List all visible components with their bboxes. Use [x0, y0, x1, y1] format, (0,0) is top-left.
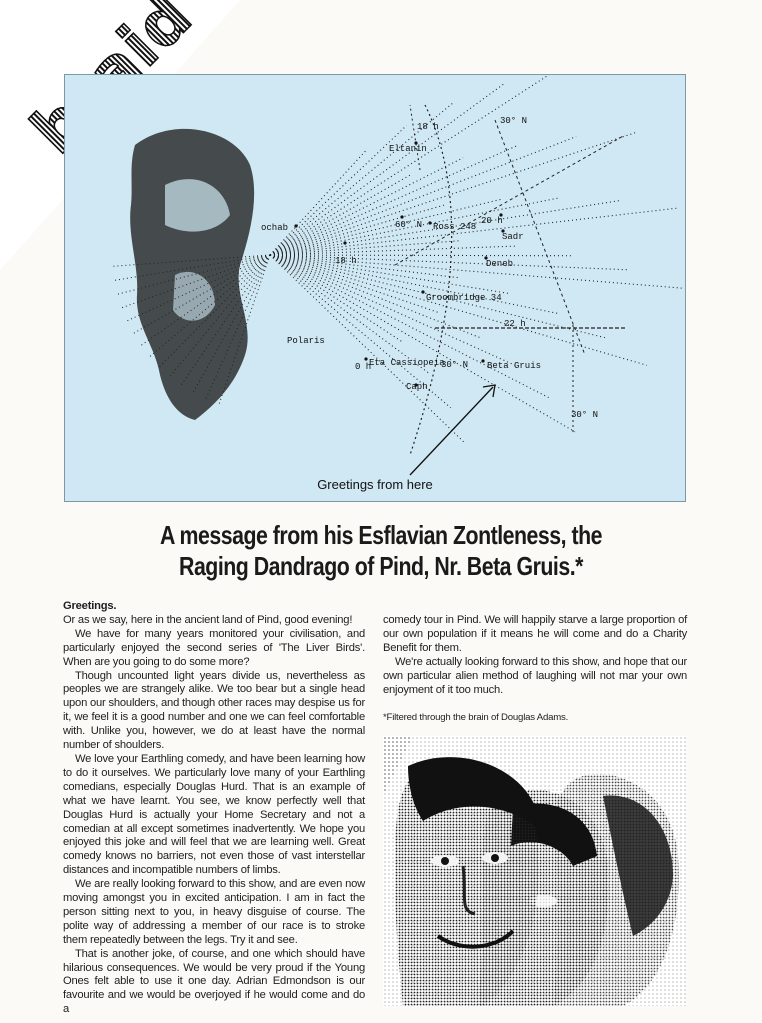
star-ray	[270, 132, 637, 255]
star-ray	[270, 246, 518, 255]
grid-line	[410, 105, 420, 170]
article-right-column	[383, 614, 687, 725]
star-dot	[294, 224, 297, 227]
photo-graphic	[383, 736, 686, 1006]
headline-line-1: A message from his Esflavian Zontleness, the	[159, 520, 603, 550]
grid-line	[395, 135, 625, 265]
article-paragraph: We have for many years monitored your civilisation, and particularly enjoyed the second series of 'The Liver Birds'. When are you going to do some more?	[63, 627, 365, 668]
label-groombridge: Groombridge 34	[426, 293, 502, 303]
label-30n-bottom: 30° N	[571, 410, 599, 420]
label-sadr: Sadr	[502, 232, 524, 242]
star-ray	[270, 255, 430, 374]
article-paragraph: We're actually looking forward to this show, and hope that our own particular alien method of laughing will not mar your own enjoyment of it too much.	[383, 655, 687, 696]
footnote: *Filtered through the brain of Douglas Adams.	[383, 712, 569, 724]
label-30n-top: 30° N	[500, 116, 528, 126]
article-paragraph: We are really looking forward to this show, and are even now moving amongst you in excited anticipation. I am in fact the person sitting next to you, in heavy disguise of course. The polite way of addressing a member of our race is to stroke them repeatedly between the legs. Try it and see.	[63, 878, 365, 946]
article-paragraph: comedy tour in Pind. We will happily starve a large proportion of our own population if it means he will come and do a Charity Benefit for them.	[383, 614, 687, 654]
star-dot	[364, 357, 367, 360]
article-paragraph: That is another joke, of course, and one which should have hilarious consequences. We would be very proud if the Young Ones felt able to use it one day. Adrian Edmondson is our favourite and we would be overjoyed if he would come and do a	[63, 947, 365, 1016]
star-dot	[400, 215, 403, 218]
halftone-photo	[383, 736, 686, 1006]
star-ray	[270, 255, 574, 256]
label-30n-mid: 30° N	[441, 360, 469, 370]
star-ray	[270, 145, 518, 255]
article-paragraph: Or as we say, here in the ancient land of Pind, good evening!	[63, 613, 353, 626]
star-dot	[481, 359, 484, 362]
label-60n: 60° N	[395, 220, 423, 230]
pointer-arrow	[410, 387, 493, 475]
star-ray	[270, 255, 517, 366]
star-ray	[270, 137, 576, 255]
article-subheading: Greetings.	[63, 600, 117, 612]
label-18h-top: 18 h	[417, 122, 439, 132]
star-map-graphic	[65, 75, 686, 502]
star-ray	[270, 241, 461, 255]
star-ray	[270, 255, 510, 294]
label-ochab: ochab	[261, 223, 289, 233]
label-caph: Caph	[406, 382, 428, 392]
article-paragraph: Though uncounted light years divide us, nevertheless as peoples we are strangely alike. We too bear but a single head upon our shoulders, and though other races may despise us for it, we feel it is a good number and one we can feel comfortable with. Unlike you, however, we do at least have the normal number of shoulders.	[63, 669, 365, 752]
star-ray	[270, 255, 629, 270]
star-ray	[270, 255, 647, 365]
label-beta-gruis: Beta Gruis	[487, 361, 542, 371]
star-ray	[270, 255, 402, 342]
label-0h: 0 h	[355, 362, 372, 372]
star-ray	[270, 174, 412, 255]
article-paragraph: We love your Earthling comedy, and have been learning how to do it ourselves. We particularly love many of your Earthling comedians, especially Douglas Hurd. That is an example of what we have learnt. You see, we know perfectly well that Douglas Hurd is actually your Home Secretary and not a comedian at all except sometimes inadvertently. We hope you enjoyed this joke and will feel that we are learning well. Great comedy knows no barriers, not even those of vast interstellar distances and incompatible numbers of limbs.	[63, 752, 365, 877]
star-dot	[428, 221, 431, 224]
label-20h: 20 h	[481, 216, 503, 226]
headline-line-2: Raging Dandrago of Pind, Nr. Beta Gruis.*	[179, 551, 583, 581]
label-eta-cas: Eta Cassiopeia	[369, 358, 445, 368]
label-ross: Ross 248	[433, 222, 477, 232]
label-18h-mid: 18 h	[335, 256, 357, 266]
map-caption: Greetings from here	[317, 477, 433, 492]
star-ray	[270, 126, 406, 255]
label-deneb: Deneb	[486, 259, 514, 269]
star-ray	[270, 158, 463, 255]
star-dot	[421, 290, 424, 293]
star-ray	[270, 255, 469, 444]
star-map	[64, 74, 686, 502]
article-left-column	[63, 600, 365, 1017]
label-eltanin: Eltanin	[389, 144, 427, 154]
star-dot	[343, 241, 346, 244]
label-22h: 22 h	[504, 319, 526, 329]
grid-arc	[410, 105, 452, 455]
label-polaris: Polaris	[287, 336, 325, 346]
